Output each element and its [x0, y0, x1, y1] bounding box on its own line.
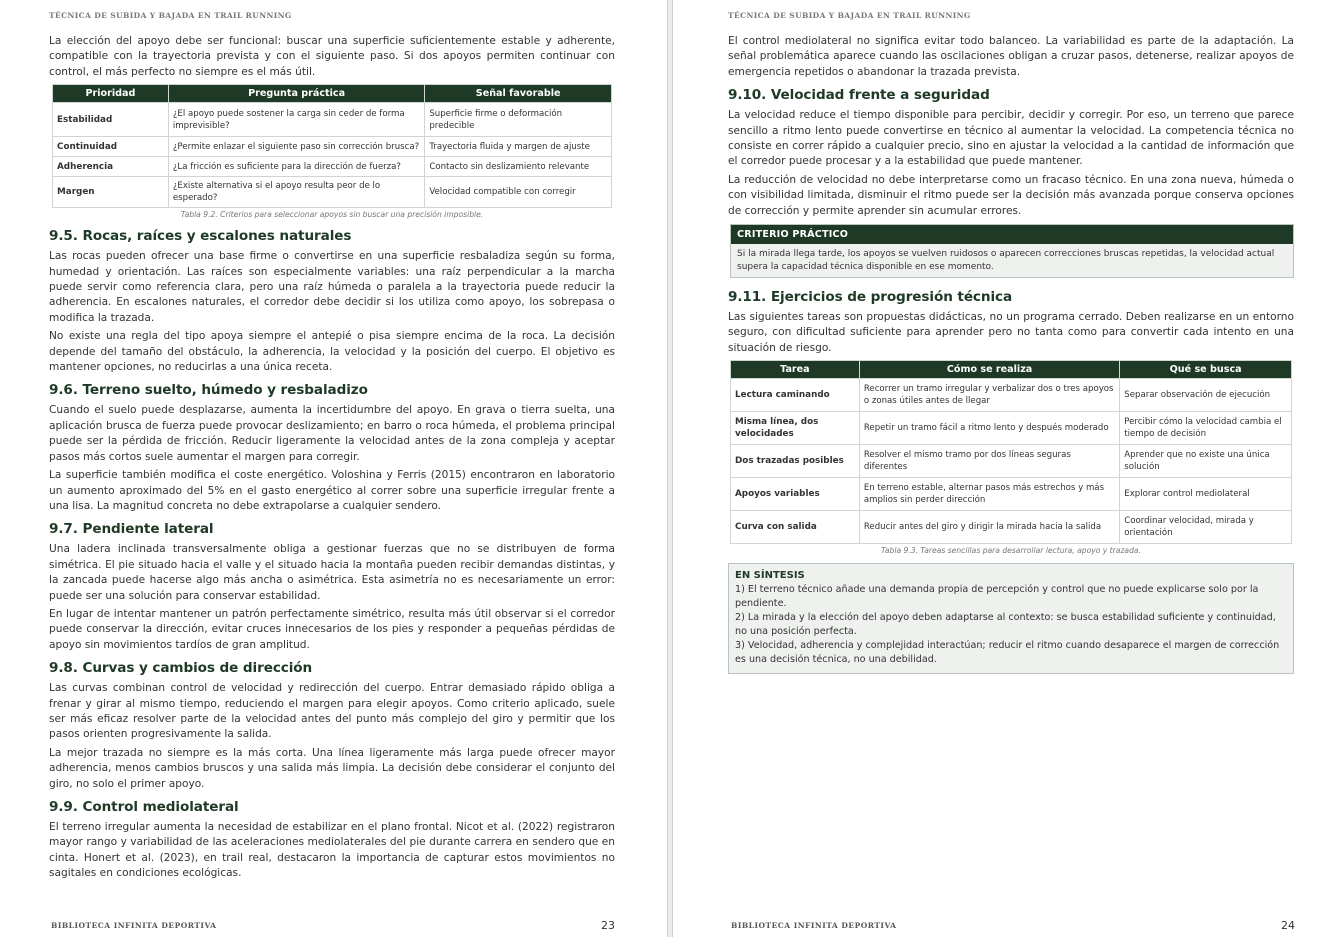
table-cell: Adherencia: [53, 157, 169, 177]
running-head: TÉCNICA DE SUBIDA Y BAJADA EN TRAIL RUNNING: [728, 11, 971, 20]
table-row: [53, 157, 612, 177]
table-cell: ¿Permite enlazar el siguiente paso sin corrección brusca?: [168, 137, 424, 157]
summary-box: [728, 563, 1294, 674]
table-row: [731, 379, 1292, 412]
page-footer: BIBLIOTECA INFINITA DEPORTIVA: [51, 921, 217, 930]
table-cell: Continuidad: [53, 137, 169, 157]
table-row: [53, 103, 612, 137]
table-cell: Contacto sin deslizamiento relevante: [425, 157, 612, 177]
table-cell: ¿La fricción es suficiente para la dirección de fuerza?: [168, 157, 424, 177]
table-cell: Resolver el mismo tramo por dos líneas seguras diferentes: [859, 445, 1119, 478]
table-row: [731, 412, 1292, 445]
summary-title: EN SÍNTESIS: [735, 570, 805, 582]
paragraph: La superficie también modifica el coste energético. Voloshina y Ferris (2015) encontraron en laboratorio un aumento aproximado del 5% en el gasto energético al correr sobre una superficie irregular frente a una lisa. La magnitud concreta no debe extrapolarse a cualquier sendero.: [49, 469, 615, 512]
table-cell: Margen: [53, 177, 169, 208]
page-footer: BIBLIOTECA INFINITA DEPORTIVA: [731, 921, 897, 930]
table-cell: Lectura caminando: [731, 379, 860, 412]
table-cell: Separar observación de ejecución: [1120, 379, 1292, 412]
table-cell: Apoyos variables: [731, 478, 860, 511]
paragraph: En lugar de intentar mantener un patrón perfectamente simétrico, resulta más útil observar si el corredor puede conservar la dirección, evitar cruces innecesarios de los pies y responder a pequeñas pérdidas de apoyo sin movimientos tardíos de gran amplitud.: [49, 607, 615, 651]
callout-criterio: [730, 224, 1294, 278]
section-heading: 9.9. Control mediolateral: [49, 799, 239, 815]
table-cell: ¿El apoyo puede sostener la carga sin ceder de forma imprevisible?: [168, 103, 424, 137]
column-header: Pregunta práctica: [168, 85, 424, 103]
table-cell: Velocidad compatible con corregir: [425, 177, 612, 208]
table-caption: Tabla 9.3. Tareas sencillas para desarrollar lectura, apoyo y trazada.: [881, 546, 1141, 556]
table-header-row: [53, 85, 612, 103]
table-cell: Coordinar velocidad, mirada y orientación: [1120, 511, 1292, 544]
table-cell: Misma línea, dos velocidades: [731, 412, 860, 445]
paragraph: Las siguientes tareas son propuestas didácticas, no un programa cerrado. Deben realizarse en un entorno seguro, con dificultad suficiente para aprender pero no tanta como para convertir cada intento en una situación de riesgo.: [728, 311, 1294, 354]
table-cell: Aprender que no existe una única solución: [1120, 445, 1292, 478]
table-row: [731, 445, 1292, 478]
page-content: [49, 34, 615, 885]
paragraph: La mejor trazada no siempre es la más corta. Una línea ligeramente más larga puede ofrecer mayor adherencia, menos cambios bruscos y una salida más limpia. La decisión debe considerar el conjunto del giro, no solo el primer apoyo.: [49, 746, 615, 790]
page-content: [728, 34, 1294, 674]
column-header: Qué se busca: [1120, 361, 1292, 379]
section-heading: 9.6. Terreno suelto, húmedo y resbaladizo: [49, 382, 368, 399]
table-cell: ¿Existe alternativa si el apoyo resulta peor de lo esperado?: [168, 177, 424, 208]
section-heading: 9.7. Pendiente lateral: [49, 521, 214, 538]
table-row: [53, 137, 612, 157]
callout-title: CRITERIO PRÁCTICO: [731, 225, 1293, 244]
paragraph: Una ladera inclinada transversalmente obliga a gestionar fuerzas que no se distribuyen de forma simétrica. El pie situado hacia el valle y el situado hacia la montaña pueden recibir demandas distintas, y la zancada puede hacerse algo más ancha o asimétrica. Esta asimetría no es necesariamente un error: puede ser una solución para conservar estabilidad.: [49, 543, 615, 602]
column-header: Señal favorable: [425, 85, 612, 103]
table-cell: Percibir cómo la velocidad cambia el tiempo de decisión: [1120, 412, 1292, 445]
paragraph: No existe una regla del tipo apoya siempre el antepié o pisa siempre encima de la roca. La decisión depende del tamaño del obstáculo, la adherencia, la velocidad y la posición del cuerpo. El objetivo es mantener opciones, no reducirlas a una única receta.: [49, 330, 615, 374]
paragraph: El terreno irregular aumenta la necesidad de estabilizar en el plano frontal. Nicot et al. (2022) registraron mayor rango y variabilidad de las aceleraciones mediolaterales del pie durante carrera en sendero que en cinta. Honert et al. (2023), en trail real, destacaron la importancia de capturar estos movimientos no sagitales en condiciones ecológicas.: [49, 821, 615, 880]
table-cell: Estabilidad: [53, 103, 169, 137]
table-cell: Curva con salida: [731, 511, 860, 544]
paragraph: Las rocas pueden ofrecer una base firme o convertirse en una superficie resbaladiza según su forma, humedad y orientación. Las raíces son especialmente variables: una raíz perpendicular a la marcha puede servir como referencia clara, pero una raíz húmeda o paralela a la trayectoria puede reducir la adherencia. En escalones naturales, el corredor debe decidir si los utiliza como apoyo, los sobrepasa o modifica la trazada.: [49, 250, 615, 324]
summary-item: 3) Velocidad, adherencia y complejidad interactúan; reducir el ritmo cuando desaparece el margen de corrección es una decisión técnica, no una debilidad.: [735, 640, 1280, 666]
table-caption: Tabla 9.2. Criterios para seleccionar apoyos sin buscar una precisión imposible.: [180, 210, 484, 220]
table-cell: Trayectoria fluida y margen de ajuste: [425, 137, 612, 157]
table-cell: Dos trazadas posibles: [731, 445, 860, 478]
paragraph: Las curvas combinan control de velocidad y redirección del cuerpo. Entrar demasiado rápido obliga a frenar y girar al mismo tiempo, reduciendo el margen para elegir apoyos. Como criterio aplicado, suele ser más eficaz resolver parte de la velocidad antes del punto más complejo del giro y permitir que los pasos orienten progresivamente la salida.: [49, 682, 615, 741]
paragraph: La velocidad reduce el tiempo disponible para percibir, decidir y corregir. Por eso, un terreno que parece sencillo a ritmo lento puede convertirse en técnico al aumentar la velocidad. La competencia técnica no consiste en correr rápido a cualquier precio, sino en ajustar la velocidad a la cantidad de información que el corredor puede procesar y a la estabilidad que puede mantener.: [728, 109, 1294, 168]
section-heading: 9.5. Rocas, raíces y escalones naturales: [49, 228, 352, 245]
callout-text: Si la mirada llega tarde, los apoyos se vuelven ruidosos o aparecen correcciones bruscas repetidas, la velocidad actual supera la capacidad técnica disponible en ese momento.: [737, 249, 1275, 273]
section-heading: 9.8. Curvas y cambios de dirección: [49, 660, 313, 677]
paragraph: La reducción de velocidad no debe interpretarse como un fracaso técnico. En una zona nueva, húmeda o con visibilidad limitada, disminuir el ritmo puede ser la decisión más avanzada porque conserva opciones de corrección y permite aprender sin acumular errores.: [728, 173, 1294, 217]
table-row: [731, 478, 1292, 511]
summary-item: 1) El terreno técnico añade una demanda propia de percepción y control que no puede explicarse solo por la pendiente.: [735, 584, 1259, 610]
section-heading: 9.10. Velocidad frente a seguridad: [728, 87, 990, 104]
table-cell: En terreno estable, alternar pasos más estrechos y más amplios sin perder dirección: [859, 478, 1119, 511]
table-cell: Repetir un tramo fácil a ritmo lento y después moderado: [859, 412, 1119, 445]
paragraph: La elección del apoyo debe ser funcional: buscar una superficie suficientemente estable y adherente, compatible con la trayectoria prevista y con el siguiente paso. Si dos apoyos permiten continuar con control, el más perfecto no siempre es el más útil.: [49, 35, 615, 78]
column-header: Tarea: [731, 361, 860, 379]
paragraph: Cuando el suelo puede desplazarse, aumenta la incertidumbre del apoyo. En grava o tierra suelta, una aplicación brusca de fuerza puede provocar deslizamiento; en barro o roca húmeda, el problema principal puede ser la pérdida de fricción. Reducir ligeramente la velocidad antes de la zona compleja y aceptar pasos más cortos suele aumentar el margen para corregir.: [49, 404, 615, 463]
column-header: Cómo se realiza: [859, 361, 1119, 379]
page-right: [673, 0, 1334, 937]
table-cell: Recorrer un tramo irregular y verbalizar dos o tres apoyos o zonas útiles antes de llegar: [859, 379, 1119, 412]
column-header: Prioridad: [53, 85, 169, 103]
page-number: 23: [601, 919, 615, 932]
table-cell: Reducir antes del giro y dirigir la mirada hacia la salida: [859, 511, 1119, 544]
table-tareas: [730, 360, 1292, 544]
page-number: 24: [1281, 919, 1295, 932]
table-row: [731, 511, 1292, 544]
section-heading: 9.11. Ejercicios de progresión técnica: [728, 289, 1013, 306]
table-row: [53, 177, 612, 208]
paragraph: El control mediolateral no significa evitar todo balanceo. La variabilidad es parte de la adaptación. La señal problemática aparece cuando las oscilaciones obligan a cruzar pasos, detenerse, realizar apoyos de emergencia repetidos o abandonar la trazada prevista.: [728, 35, 1294, 78]
table-cell: Superficie firme o deformación predecible: [425, 103, 612, 137]
running-head: TÉCNICA DE SUBIDA Y BAJADA EN TRAIL RUNNING: [49, 11, 292, 20]
table-header-row: [731, 361, 1292, 379]
table-cell: Explorar control mediolateral: [1120, 478, 1292, 511]
table-apoyos: [52, 84, 612, 208]
summary-item: 2) La mirada y la elección del apoyo deben adaptarse al contexto: se busca estabilidad suficiente y continuidad, no una posición perfecta.: [735, 612, 1276, 638]
